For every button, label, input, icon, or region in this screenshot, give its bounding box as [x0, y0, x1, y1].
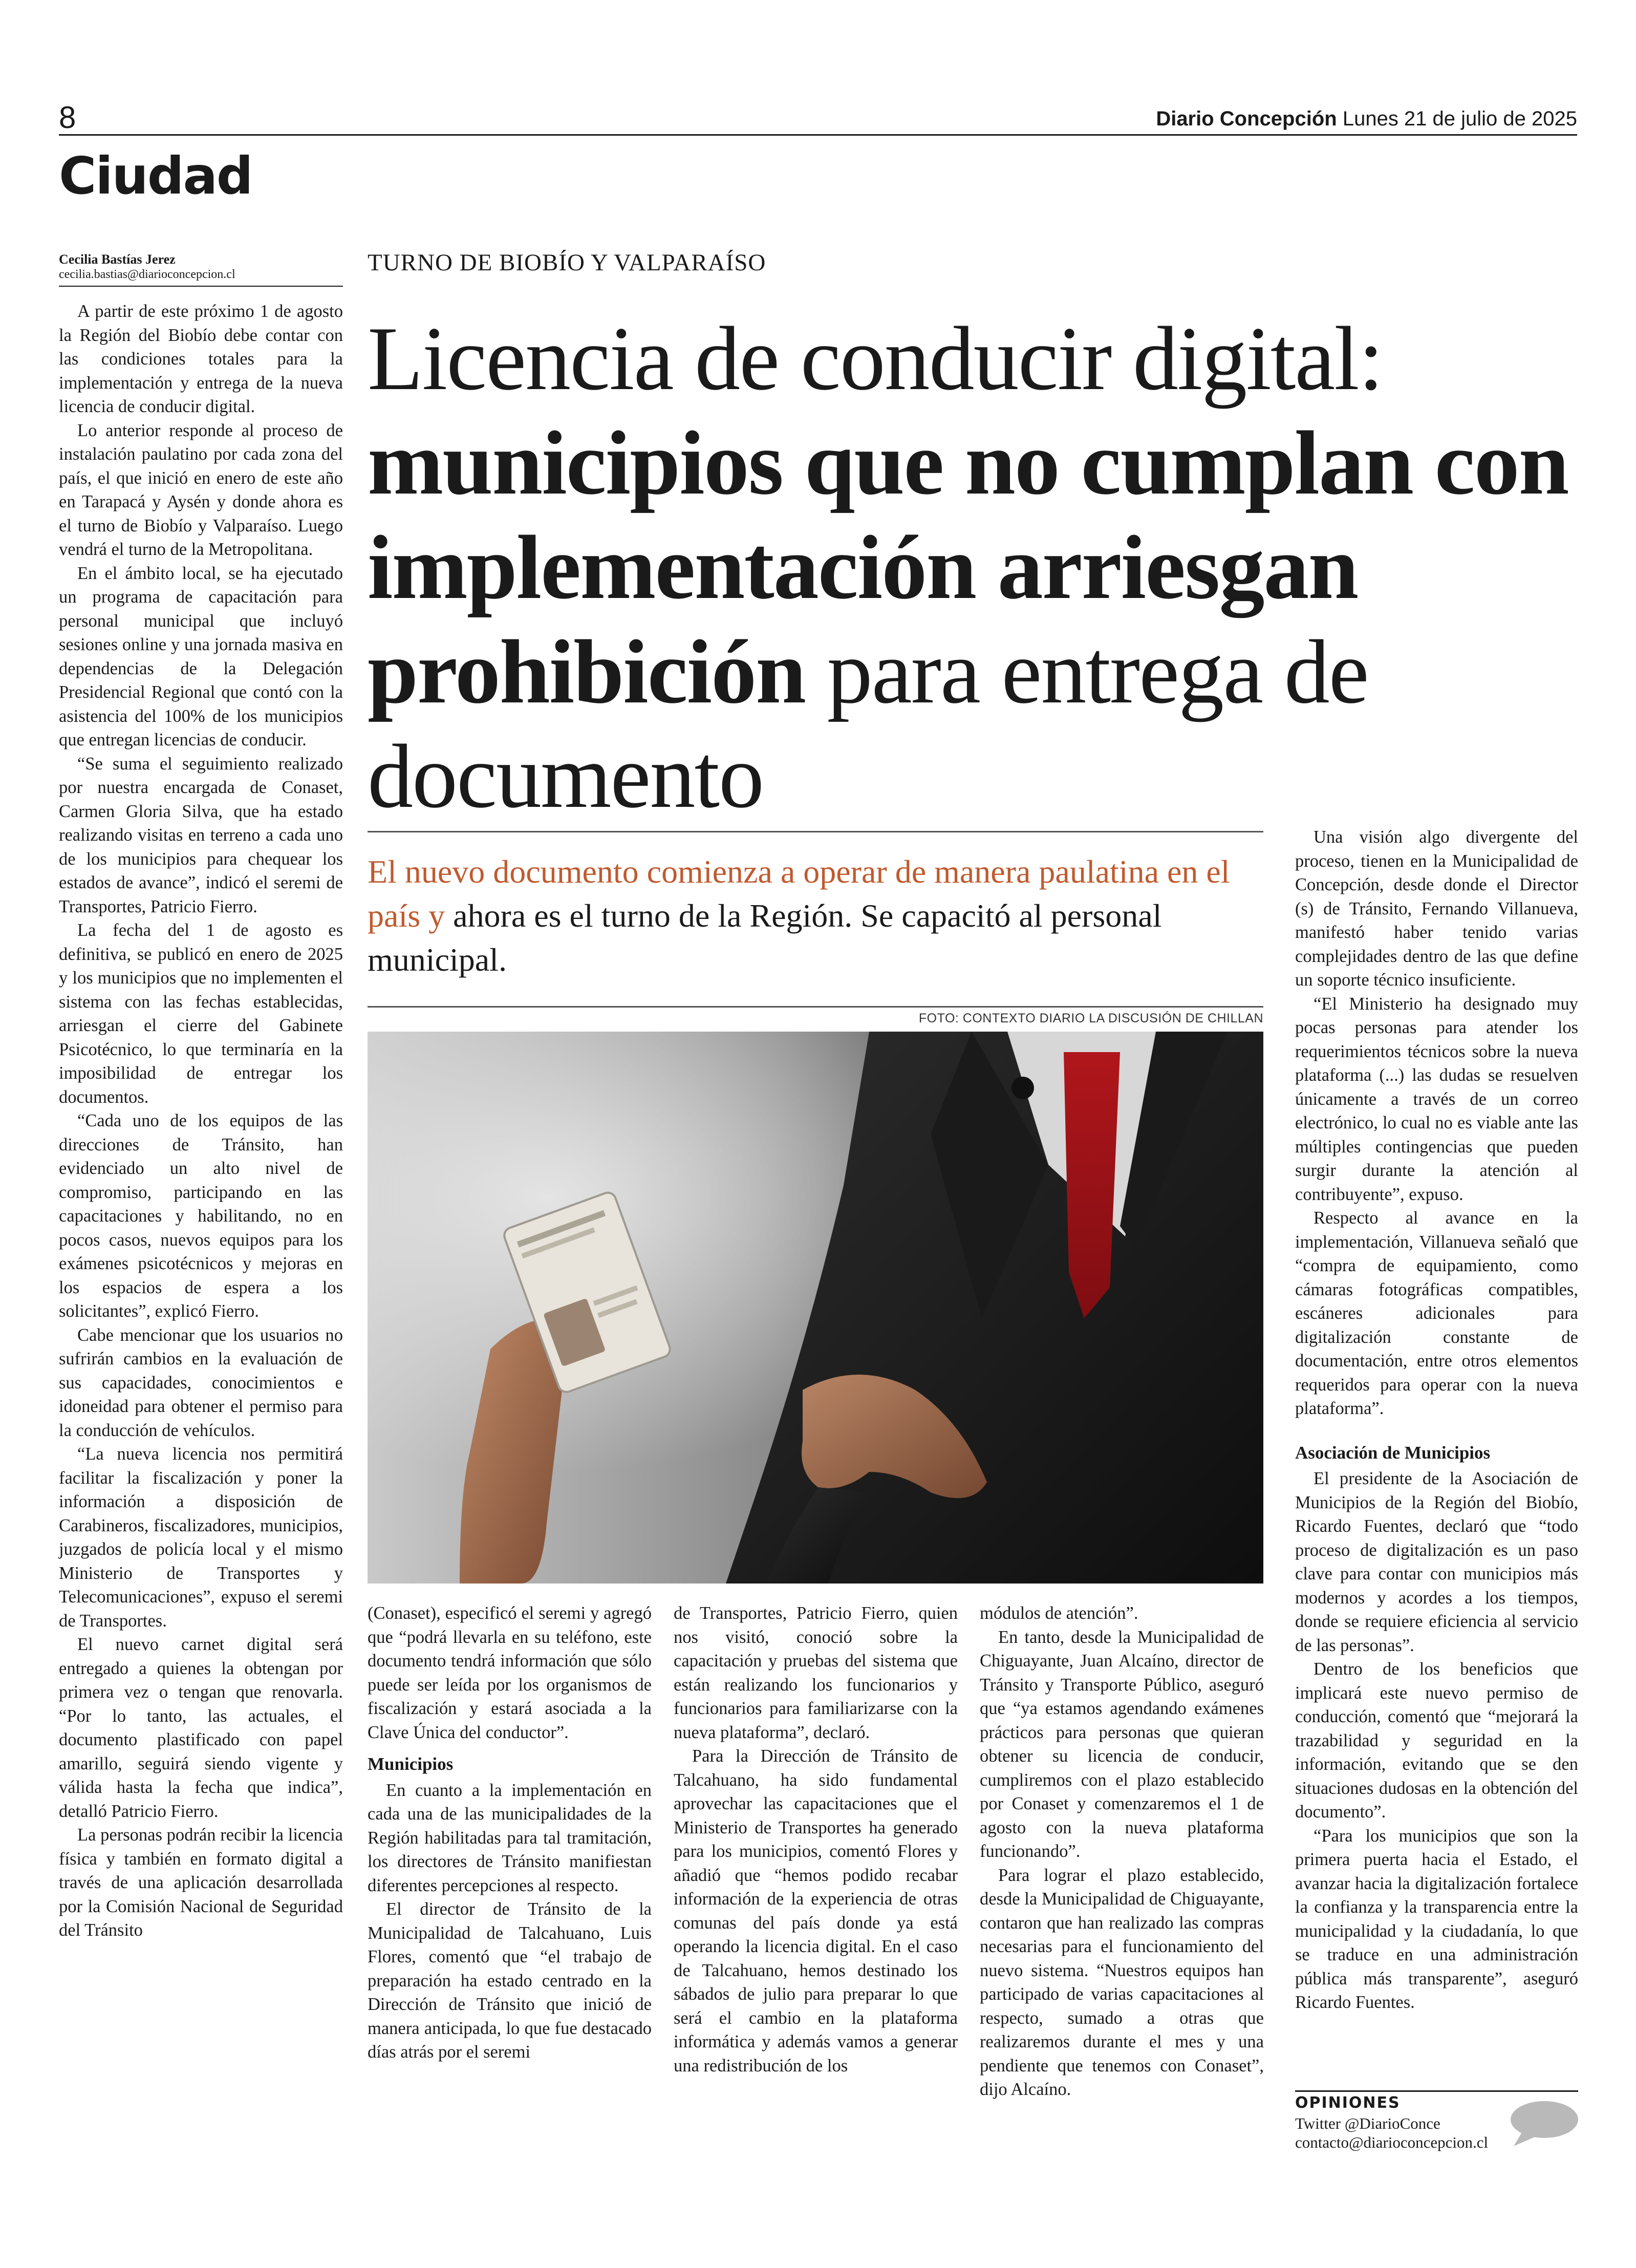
issue-date: Lunes 21 de julio de 2025 — [1342, 108, 1577, 130]
article-paragraph: En tanto, desde la Municipalidad de Chiguayante, Juan Alcaíno, director de Tránsito y Transporte Público, aseguró que “ya estamos agendando exámenes prácticos para personas que quieran obtener su licencia de conducir, cumpliremos con el plazo establecido por Conaset y comenzaremos el 1 de agosto con la nueva plataforma funcionando”. — [980, 1627, 1264, 1861]
article-paragraph: A partir de este próximo 1 de agosto la Región del Biobío debe contar con las condiciones totales para la implementación y entrega de la nueva licencia de conducir digital. — [59, 302, 343, 416]
article-column-1 — [59, 299, 343, 1942]
opinions-contact-link[interactable]: contacto@diarioconcepcion.cl — [1295, 2133, 1489, 2151]
photo-illustration — [368, 1032, 1263, 1584]
section-title: Ciudad — [59, 146, 252, 206]
opinions-title: OPINIONES — [1295, 2094, 1401, 2112]
deck-rule — [368, 1006, 1263, 1008]
article-column-5 — [1295, 825, 1578, 2015]
article-paragraph: “La nueva licencia nos permitirá facilitar la fiscalización y poner la información a disposición de Carabineros, fiscalizadores, municipios, juzgados de policía local y el mismo Ministerio de Transportes y Telecomunicaciones”, expuso el seremi de Transportes. — [59, 1444, 343, 1631]
page-number: 8 — [59, 100, 76, 135]
opinions-rule — [1295, 2090, 1578, 2092]
article-paragraph: El nuevo carnet digital será entregado a quienes la obtengan por primera vez o tengan que renovarla. “Por lo tanto, las actuales, el documento plastificado con papel amarillo, seguirá siendo vigente y válida hasta la fecha que indica”, detalló Patricio Fierro. — [59, 1635, 343, 1821]
article-kicker: TURNO DE BIOBÍO Y VALPARAÍSO — [368, 249, 766, 276]
article-column-3 — [674, 1601, 958, 2078]
article-paragraph: de Transportes, Patricio Fierro, quien nos visitó, conoció sobre la capacitación y pruebas del sistema que están realizando los funcionarios y funcionarios para familiarizarse con la nueva plataforma”, declaró. — [674, 1603, 958, 1742]
article-paragraph: La fecha del 1 de agosto es definitiva, se publicó en enero de 2025 y los municipios que no implementen el sistema con las fechas establecidas, arriesgan el cierre del Gabinete Psicotécnico, lo que terminaría en la imposibilidad de entregar los documentos. — [59, 921, 343, 1107]
article-headline — [368, 306, 1586, 828]
article-deck — [368, 850, 1263, 982]
article-paragraph: Cabe mencionar que los usuarios no sufrirán cambios en la evaluación de sus capacidades, conocimientos e idoneidad para obtener el permiso para la conducción de vehículos. — [59, 1325, 343, 1440]
article-column-2 — [368, 1601, 652, 2064]
header-rule — [59, 134, 1577, 136]
article-paragraph: “Cada uno de los equipos de las direcciones de Tránsito, han evidenciado un alto nivel de compromiso, participando en las capacitaciones y habilitando, no en pocos casos, nuevos equipos para los exámenes psicotécnicos y mejoras en los espacios de espera a los solicitantes”, explicó Fierro. — [59, 1111, 343, 1321]
article-paragraph: Para la Dirección de Tránsito de Talcahuano, ha sido fundamental aprovechar las capacitaciones que el Ministerio de Transportes ha generado para los municipios, comentó Flores y añadió que “hemos podido recabar información de la experiencia de otras comunas del país donde ya está operando la licencia digital. En el caso de Talcahuano, hemos destinado los sábados de julio para preparar lo que será el cambio en la plataforma informática y además vamos a generar una redistribución de los — [674, 1746, 958, 2076]
headline-rest: para entrega de documento — [368, 621, 1368, 827]
article-paragraph: El director de Tránsito de la Municipalidad de Talcahuano, Luis Flores, comentó que “el trabajo de preparación ha estado centrado en la Dirección de Tránsito que inició de manera anticipada, lo que fue destacado días atrás por el seremi — [368, 1899, 652, 2062]
masthead — [1156, 108, 1577, 131]
article-paragraph: El presidente de la Asociación de Municipios de la Región del Biobío, Ricardo Fuentes, declaró que “todo proceso de digitalización es un paso clave para contar con municipios más modernos y acordes a los tiempos, donde se requiere eficiencia al servicio de las personas”. — [1295, 1469, 1578, 1655]
article-paragraph: La personas podrán recibir la licencia física y también en formato digital a través de una aplicación desarrollada por la Comisión Nacional de Seguridad del Tránsito — [59, 1825, 343, 1940]
article-paragraph: En el ámbito local, se ha ejecutado un programa de capacitación para personal municipal que incluyó sesiones online y una jornada masiva en dependencias de la Delegación Presidencial Regional que contó con la asistencia del 100% de los municipios que entregan licencias de conducir. — [59, 563, 343, 750]
article-paragraph: Lo anterior responde al proceso de instalación paulatino por cada zona del país, el que inició en enero de este año en Tarapacá y Aysén y donde ahora es el turno de Biobío y Valparaíso. Luego vendrá el turno de la Metropolitana. — [59, 420, 343, 559]
article-paragraph: módulos de atención”. — [980, 1603, 1138, 1623]
article-paragraph: (Conaset), especificó el seremi y agregó que “podrá llevarla en su teléfono, este documento tendrá información que sólo puede ser leída por los organismos de fiscalización y estará asociada a la Clave Única del conductor”. — [368, 1603, 652, 1742]
article-paragraph: Dentro de los beneficios que implicará este nuevo permiso de conducción, comentó que “mejorará la trazabilidad y seguridad en la información, evitando que se den situaciones dudosas en la obtención del documento”. — [1295, 1659, 1578, 1822]
article-paragraph: Para lograr el plazo establecido, desde la Municipalidad de Chiguayante, contaron que han realizado las compras necesarias para el funcionamiento del nuevo sistema. “Nuestros equipos han participado de varias capacitaciones al respecto, sumado a otras que realizaremos durante el mes y una pendiente que tenemos con Conaset”, dijo Alcaíno. — [980, 1865, 1264, 2099]
article-paragraph: Respecto al avance en la implementación, Villanueva señaló que “compra de equipamiento, como cámaras fotográficas compatibles, escáneres adicionales para digitalización constante de documentación, entre otros elementos requeridos para operar con la nueva plataforma”. — [1295, 1208, 1578, 1418]
article-paragraph: “El Ministerio ha designado muy pocas personas para atender los requerimientos técnicos sobre la nueva plataforma (...) las dudas se resuelven únicamente a través de un correo electrónico, lo cual no es viable ante las múltiples contingencias que pueden surgir durante la atención al contribuyente”, expuso. — [1295, 994, 1578, 1204]
byline-email: cecilia.bastias@diarioconcepcion.cl — [59, 268, 235, 281]
byline-rule — [59, 286, 343, 287]
article-paragraph: Una visión algo divergente del proceso, tienen en la Municipalidad de Concepción, desde donde el Director (s) de Tránsito, Fernando Villanueva, manifestó haber tenido varias complejidades dentro de las que define un soporte técnico insuficiente. — [1295, 827, 1578, 990]
headline-line-1: Licencia de conducir digital: — [368, 308, 1383, 409]
speech-bubble-icon — [1508, 2099, 1579, 2153]
article-paragraph: “Para los municipios que son la primera puerta hacia el Estado, el avanzar hacia la digitalización fortalece la confianza y la transparencia entre la municipalidad y la ciudadanía, lo que se traduce en una administración pública más transparente”, aseguró Ricardo Fuentes. — [1295, 1826, 1578, 2012]
article-column-4 — [980, 1601, 1264, 2102]
deck-rest: ahora es el turno de la Región. Se capacitó al personal municipal. — [368, 897, 1162, 978]
headline-rule — [368, 831, 1263, 832]
article-paragraph: En cuanto a la implementación en cada una de las municipalidades de la Región habilitadas para tal tramitación, los directores de Tránsito manifiestan diferentes percepciones al respecto. — [368, 1780, 652, 1895]
paper-name: Diario Concepción — [1156, 108, 1337, 130]
byline-name: Cecilia Bastías Jerez — [59, 252, 176, 267]
photo-credit: FOTO: CONTEXTO DIARIO LA DISCUSIÓN DE CHILLAN — [918, 1011, 1263, 1025]
article-paragraph: “Se suma el seguimiento realizado por nuestra encargada de Conaset, Carmen Gloria Silva, que ha estado realizando visitas en terreno a cada uno de los municipios para chequear los estados de avance”, indicó el seremi de Transportes, Patricio Fierro. — [59, 754, 343, 916]
subhead-asociacion: Asociación de Municipios — [1295, 1442, 1491, 1463]
deck-accent: El nuevo documento comienza a operar de manera paulatina en el país y — [368, 853, 1230, 934]
opinions-twitter-link[interactable]: Twitter @DiarioConce — [1295, 2114, 1440, 2132]
article-photo — [368, 1032, 1263, 1584]
headline-bold: municipios que no cumplan con implementación arriesgan prohibición — [368, 412, 1568, 722]
subhead-municipios: Municipios — [368, 1754, 454, 1774]
